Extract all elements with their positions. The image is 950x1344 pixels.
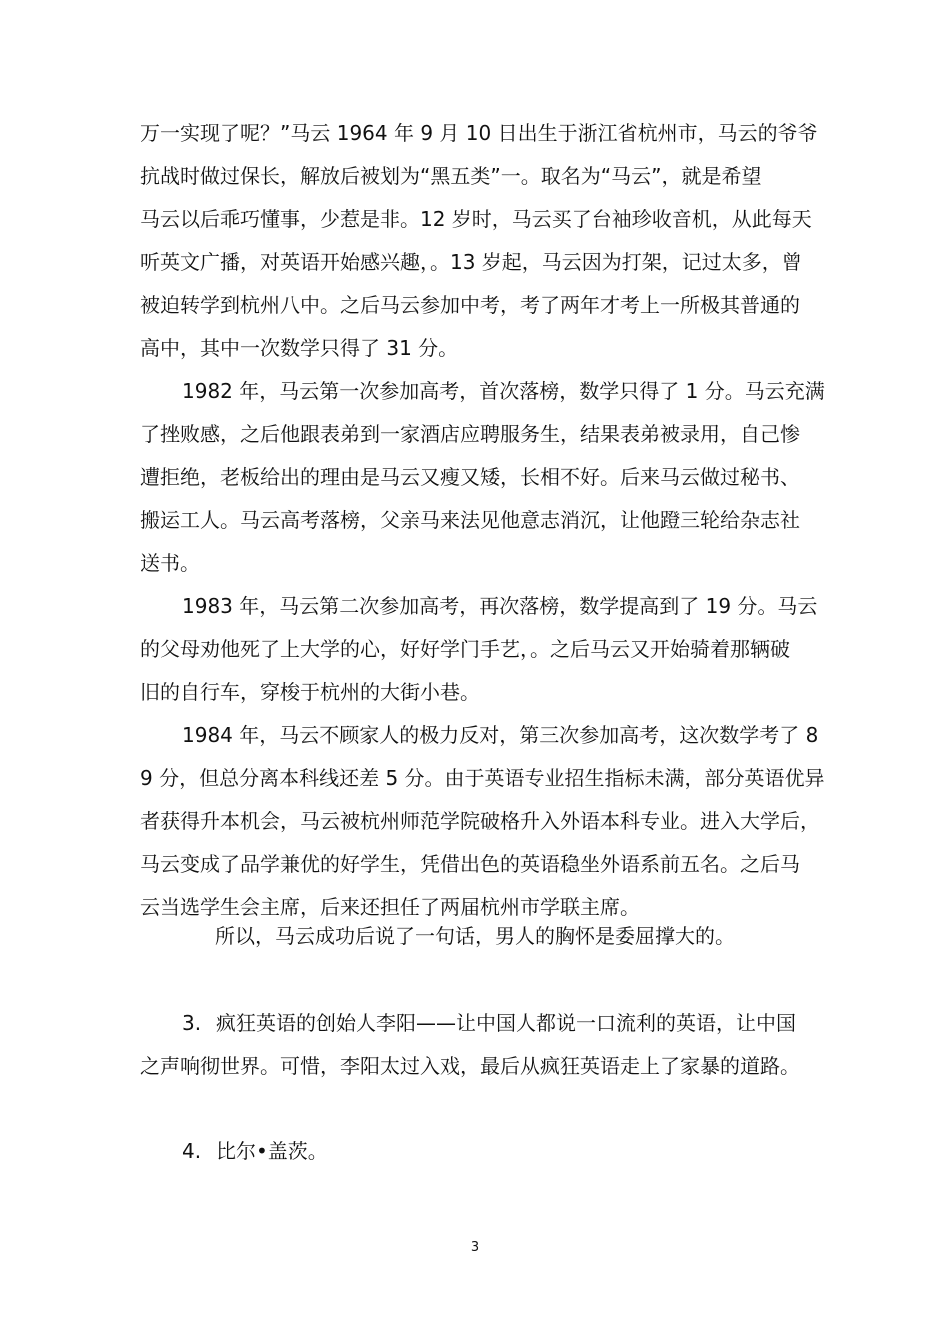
text-line: 所以，马云成功后说了一句话，男人的胸怀是委屈撑大的。 bbox=[215, 924, 735, 948]
text-line: 马云变成了品学兼优的好学生，凭借出色的英语稳坐外语系前五名。之后马 bbox=[140, 852, 800, 876]
text-line: 抗战时做过保长，解放后被划为“黑五类”一。取名为“马云”，就是希望 bbox=[140, 164, 762, 188]
text-line: 云当选学生会主席，后来还担任了两届杭州市学联主席。 bbox=[140, 895, 640, 919]
text-line: 者获得升本机会，马云被杭州师范学院破格升入外语本科专业。进入大学后， bbox=[140, 809, 820, 833]
list-item-3 bbox=[140, 1002, 830, 1088]
text-line: 万一实现了呢？”马云 1964 年 9 月 10 日出生于浙江省杭州市，马云的爷爷 bbox=[140, 121, 818, 145]
text-line: 旧的自行车，穿梭于杭州的大街小巷。 bbox=[140, 680, 480, 704]
paragraph-conclusion bbox=[215, 918, 815, 954]
text-line: 9 分，但总分离本科线还差 5 分。由于英语专业招生指标未满，部分英语优异 bbox=[140, 766, 825, 790]
list-item-text: 疯狂英语的创始人李阳——让中国人都说一口流利的英语，让中国 bbox=[216, 1011, 796, 1035]
text-line: 马云以后乖巧懂事，少惹是非。12 岁时，马云买了台袖珍收音机，从此每天 bbox=[140, 207, 812, 231]
list-item-number: 4. bbox=[182, 1139, 202, 1163]
list-item-line bbox=[140, 1130, 830, 1173]
text-line: 听英文广播，对英语开始感兴趣，。13 岁起，马云因为打架，记过太多，曾 bbox=[140, 250, 802, 274]
text-line: 了挫败感，之后他跟表弟到一家酒店应聘服务生，结果表弟被录用，自己惨 bbox=[140, 422, 800, 446]
paragraph-ma-yun-childhood bbox=[140, 112, 830, 370]
list-item-number: 3. bbox=[182, 1011, 202, 1035]
text-line: 被迫转学到杭州八中。之后马云参加中考，考了两年才考上一所极其普通的 bbox=[140, 293, 800, 317]
paragraph-1983-exam bbox=[140, 585, 830, 714]
text-line: 遭拒绝，老板给出的理由是马云又瘦又矮，长相不好。后来马云做过秘书、 bbox=[140, 465, 800, 489]
text-line: 高中，其中一次数学只得了 31 分。 bbox=[140, 336, 459, 360]
text-line: 送书。 bbox=[140, 551, 200, 575]
text-line: 1982 年，马云第一次参加高考，首次落榜，数学只得了 1 分。马云充满 bbox=[182, 379, 825, 403]
text-line: 搬运工人。马云高考落榜，父亲马来法见他意志消沉，让他蹬三轮给杂志社 bbox=[140, 508, 800, 532]
text-line: 1984 年，马云不顾家人的极力反对，第三次参加高考，这次数学考了 8 bbox=[182, 723, 819, 747]
text-line: 之声响彻世界。可惜，李阳太过入戏，最后从疯狂英语走上了家暴的道路。 bbox=[140, 1054, 800, 1078]
list-item-text: 比尔•盖茨。 bbox=[216, 1139, 328, 1163]
paragraph-1982-exam bbox=[140, 370, 830, 585]
page-number: 3 bbox=[470, 1240, 480, 1255]
list-item-4 bbox=[140, 1130, 830, 1173]
list-item-line bbox=[140, 1002, 830, 1045]
paragraph-1984-exam bbox=[140, 714, 830, 929]
text-line: 的父母劝他死了上大学的心，好好学门手艺，。之后马云又开始骑着那辆破 bbox=[140, 637, 790, 661]
text-line: 1983 年，马云第二次参加高考，再次落榜，数学提高到了 19 分。马云 bbox=[182, 594, 818, 618]
